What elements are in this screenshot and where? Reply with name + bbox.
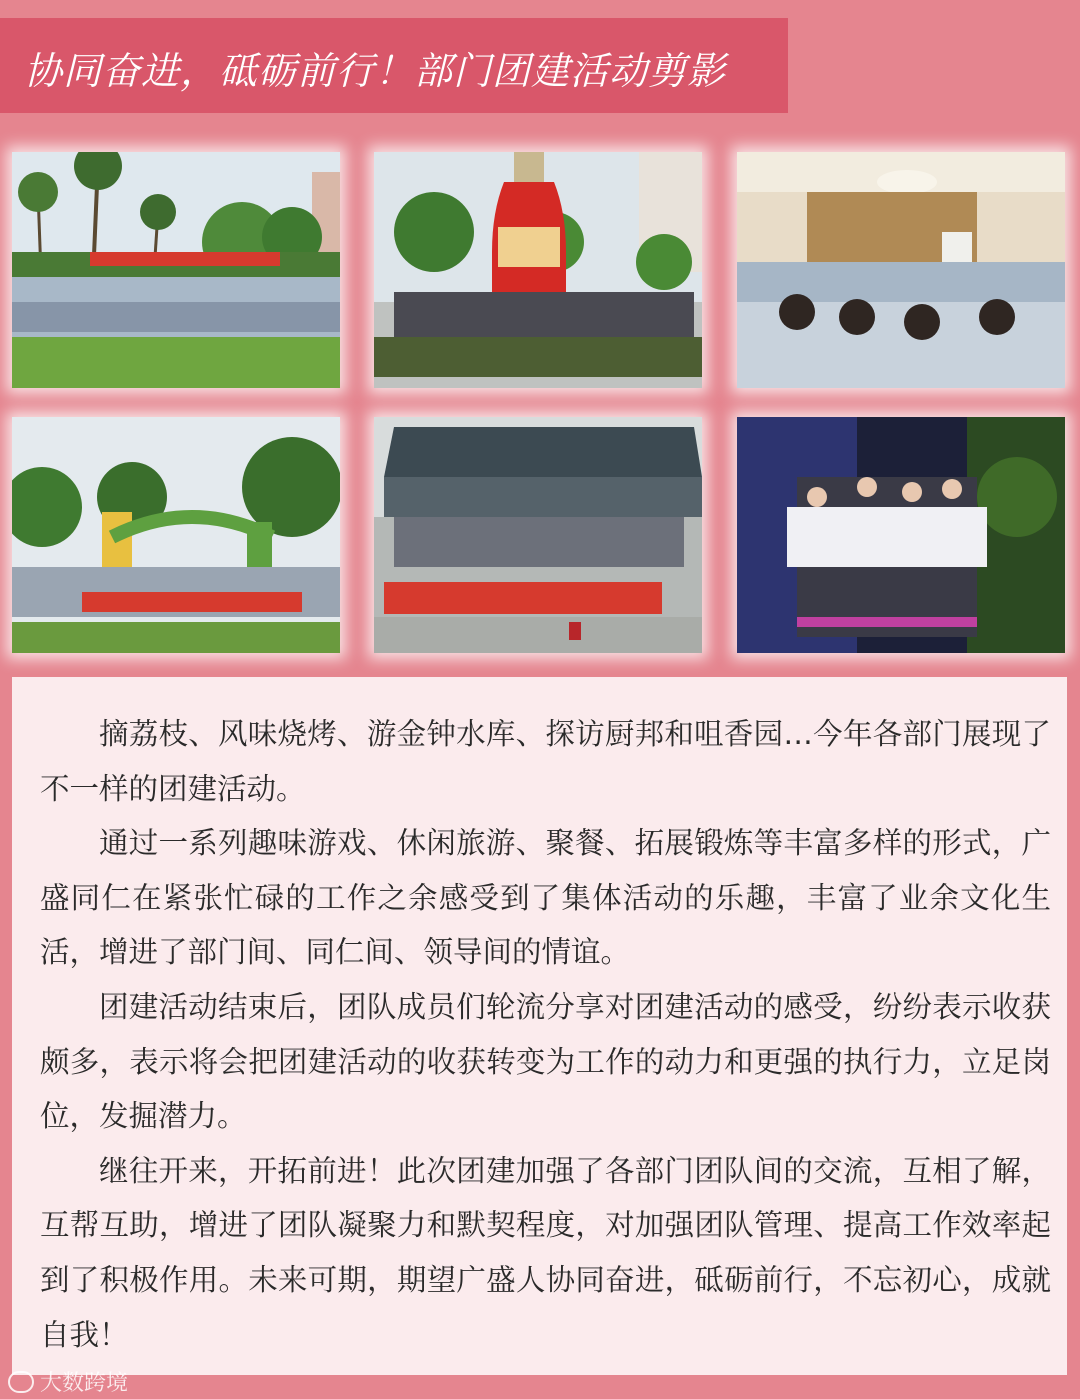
article-text-box bbox=[12, 677, 1067, 1375]
group-photo-banquet-table-icon bbox=[737, 152, 1065, 388]
photo-night-gathering bbox=[737, 417, 1065, 653]
photo-sauce-bottle bbox=[374, 152, 702, 388]
group-photo-night-gathering-icon bbox=[737, 417, 1065, 653]
page-title: 协同奋进，砥砺前行！部门团建活动剪影 bbox=[24, 49, 727, 93]
article-paragraph-4: 继往开来，开拓前进！此次团建加强了各部门团队间的交流，互相了解，互帮互助，增进了团队凝聚力和默契程度，对加强团队管理、提高工作效率起到了积极作用。未来可期，期望广盛人协同奋进，砥砺前行，不忘初心，成就自我！ bbox=[40, 1153, 1051, 1352]
group-photo-sauce-bottle-statue-icon bbox=[374, 152, 702, 388]
watermark-logo-icon bbox=[8, 1371, 34, 1393]
article-paragraph-3: 团建活动结束后，团队成员们轮流分享对团建活动的感受，纷纷表示收获颇多，表示将会把团建活动的收获转变为工作的动力和更强的执行力，立足岗位，发掘潜力。 bbox=[40, 989, 1051, 1134]
group-photo-lawn-banner-icon bbox=[12, 152, 340, 388]
watermark bbox=[8, 1366, 128, 1397]
photo-garden-arch bbox=[12, 417, 340, 653]
article-paragraph-2: 通过一系列趣味游戏、休闲旅游、聚餐、拓展锻炼等丰富多样的形式，广盛同仁在紧张忙碌的工作之余感受到了集体活动的乐趣，丰富了业余文化生活，增进了部门间、同仁间、领导间的情谊。 bbox=[40, 826, 1051, 970]
photo-training-camp bbox=[374, 417, 702, 653]
article-paragraph-1: 摘荔枝、风味烧烤、游金钟水库、探访厨邦和咀香园…今年各部门展现了不一样的团建活动。 bbox=[40, 717, 1051, 806]
group-photo-training-camp-icon bbox=[374, 417, 702, 653]
photo-lawn-group bbox=[12, 152, 340, 388]
group-photo-garden-arch-banner-icon bbox=[12, 417, 340, 653]
photo-banquet bbox=[737, 152, 1065, 388]
watermark-text: 大数跨境 bbox=[40, 1371, 129, 1396]
